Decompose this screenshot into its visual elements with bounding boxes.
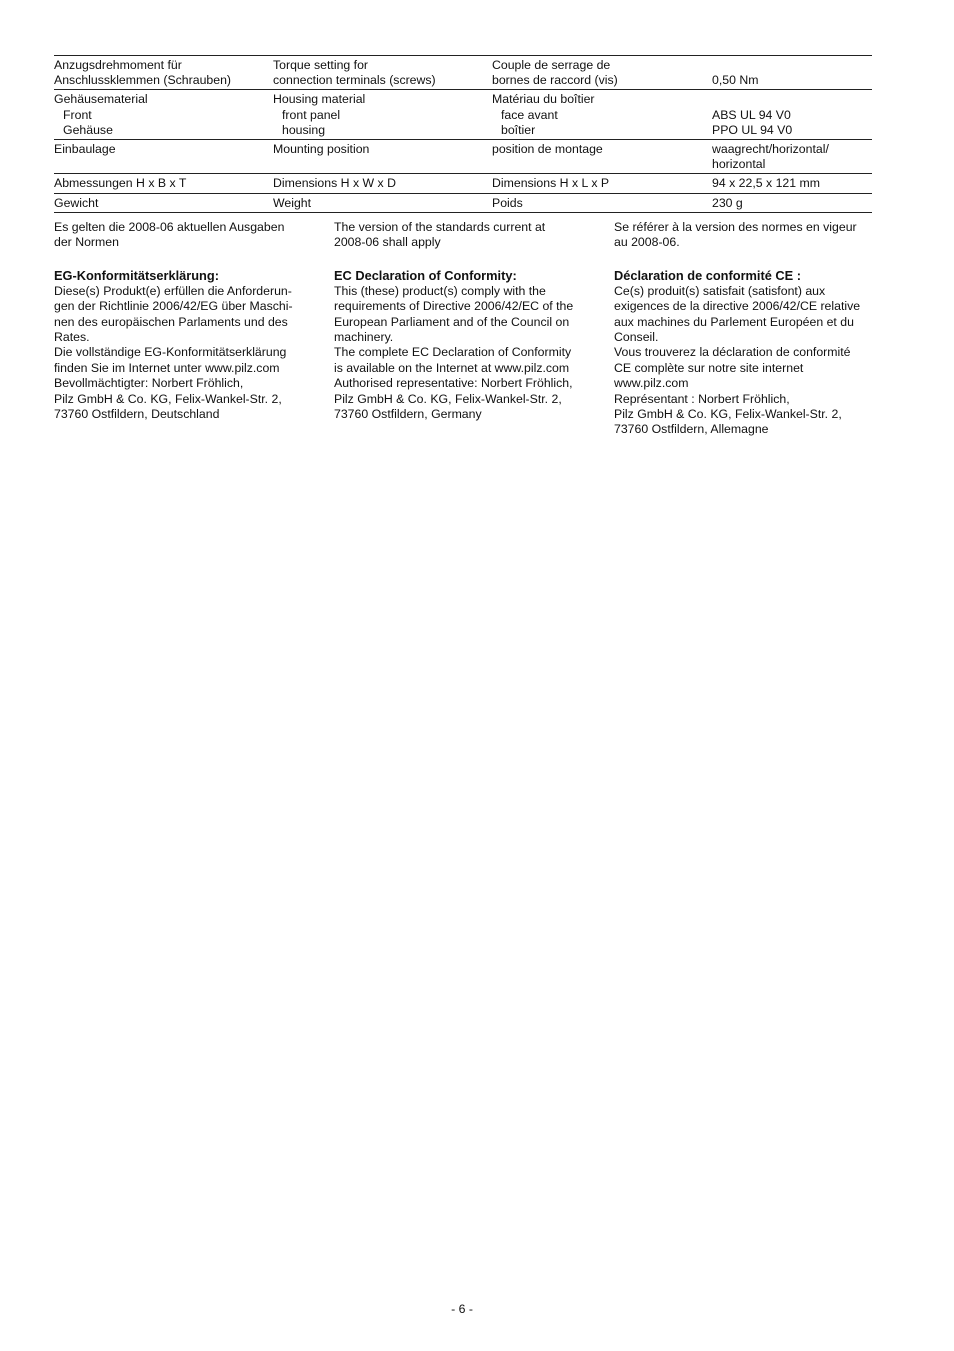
english-column: [334, 220, 592, 422]
cell-line: Front: [63, 107, 92, 122]
technical-data-table: [54, 55, 872, 213]
text-line: Conseil.: [614, 330, 659, 345]
text-line: CE complète sur notre site internet: [614, 360, 804, 375]
standards-note: [54, 220, 312, 251]
cell-line: [712, 92, 872, 107]
cell-line: Mounting position: [273, 142, 370, 157]
text-line: Vous trouverez la déclaration de conformité: [614, 345, 851, 360]
cell-value: [712, 174, 872, 193]
cell-line: bornes de raccord (vis): [492, 73, 618, 88]
cell-line: Dimensions H x W x D: [273, 176, 396, 191]
text-line: Rates.: [54, 330, 90, 345]
cell-line: Anschlussklemmen (Schrauben): [54, 73, 232, 88]
text-line: au 2008-06.: [614, 235, 680, 250]
cell-line: boîtier: [501, 122, 536, 137]
declaration-body: [54, 284, 312, 423]
text-line: requirements of Directive 2006/42/EC of the: [334, 299, 574, 314]
cell-french: [492, 90, 712, 140]
cell-french: [492, 174, 712, 193]
cell-line: waagrecht/horizontal/: [712, 142, 829, 157]
standards-note: [334, 220, 592, 251]
standards-note: [614, 220, 872, 251]
cell-line: Dimensions H x L x P: [492, 176, 610, 191]
text-line: Es gelten die 2008-06 aktuellen Ausgaben: [54, 220, 285, 234]
text-line: Pilz GmbH & Co. KG, Felix-Wankel-Str. 2,: [334, 391, 562, 406]
cell-english: [273, 140, 492, 174]
table-row-weight: [54, 193, 872, 212]
cell-german: [54, 193, 273, 212]
declaration-heading: EG-Konformitätserklärung:: [54, 267, 219, 283]
text-line: finden Sie im Internet unter www.pilz.com: [54, 360, 280, 375]
cell-german: [54, 174, 273, 193]
text-line: 73760 Ostfildern, Deutschland: [54, 407, 220, 422]
text-line: exigences de la directive 2006/42/CE relative: [614, 299, 861, 314]
cell-english: [273, 90, 492, 140]
text-line: www.pilz.com: [614, 376, 689, 391]
cell-line: ABS UL 94 V0: [712, 107, 791, 122]
cell-line: position de montage: [492, 142, 603, 157]
cell-line: front panel: [282, 107, 341, 122]
text-line: nen des europäischen Parlaments und des: [54, 314, 288, 329]
text-line: Se référer à la version des normes en vigeur: [614, 220, 857, 234]
cell-line: housing: [282, 122, 326, 137]
text-line: machinery.: [334, 330, 394, 345]
text-line: is available on the Internet at www.pilz.com: [334, 360, 570, 375]
text-line: Diese(s) Produkt(e) erfüllen die Anforderun-: [54, 283, 292, 298]
text-line: European Parliament and of the Council on: [334, 314, 570, 329]
cell-english: [273, 174, 492, 193]
table-row-torque: [54, 56, 872, 90]
cell-french: [492, 140, 712, 174]
cell-french: [492, 193, 712, 212]
cell-value: [712, 90, 872, 140]
cell-english: [273, 193, 492, 212]
page-number: - 6 -: [451, 1302, 473, 1316]
text-line: Représentant : Norbert Fröhlich,: [614, 391, 790, 406]
text-line: The complete EC Declaration of Conformity: [334, 345, 572, 360]
cell-line: Abmessungen H x B x T: [54, 176, 187, 191]
french-column: [614, 220, 872, 438]
cell-german: [54, 140, 273, 174]
cell-line: horizontal: [712, 157, 766, 172]
text-line: aux machines du Parlement Européen et du: [614, 314, 854, 329]
cell-english: [273, 56, 492, 90]
text-line: der Normen: [54, 235, 119, 250]
declaration-body: [614, 284, 872, 438]
cell-german: [54, 56, 273, 90]
cell-value: [712, 193, 872, 212]
cell-line: Gehäuse: [63, 122, 113, 137]
german-column: [54, 220, 312, 422]
cell-line: Einbaulage: [54, 142, 116, 157]
text-line: 73760 Ostfildern, Germany: [334, 407, 482, 422]
table-row-mounting-position: [54, 140, 872, 174]
cell-french: [492, 56, 712, 90]
text-line: The version of the standards current at: [334, 220, 546, 234]
cell-line: Couple de serrage de: [492, 58, 611, 72]
cell-line: face avant: [501, 107, 558, 122]
cell-value: [712, 140, 872, 174]
declaration-heading: Déclaration de conformité CE :: [614, 267, 802, 283]
cell-line: 230 g: [712, 195, 743, 210]
cell-value: [712, 56, 872, 90]
cell-line: Matériau du boîtier: [492, 92, 595, 107]
declaration-heading: EC Declaration of Conformity:: [334, 267, 517, 283]
cell-line: Torque setting for: [273, 58, 369, 72]
text-line: Pilz GmbH & Co. KG, Felix-Wankel-Str. 2,: [54, 391, 282, 406]
text-line: Pilz GmbH & Co. KG, Felix-Wankel-Str. 2,: [614, 407, 842, 422]
cell-line: Gewicht: [54, 195, 99, 210]
text-line: Authorised representative: Norbert Fröhlich,: [334, 376, 573, 391]
cell-german: [54, 90, 273, 140]
text-line: Bevollmächtigter: Norbert Fröhlich,: [54, 376, 244, 391]
cell-line: Poids: [492, 195, 523, 210]
text-line: gen der Richtlinie 2006/42/EG über Maschi-: [54, 299, 293, 314]
cell-line: Weight: [273, 195, 312, 210]
cell-line: [712, 58, 872, 73]
text-line: Ce(s) produit(s) satisfait (satisfont) aux: [614, 283, 826, 298]
cell-line: Anzugsdrehmoment für: [54, 58, 182, 72]
text-line: Die vollständige EG-Konformitätserklärung: [54, 345, 287, 360]
cell-line: 0,50 Nm: [712, 73, 759, 88]
declaration-body: [334, 284, 592, 423]
table-row-dimensions: [54, 174, 872, 193]
cell-line: Housing material: [273, 92, 366, 107]
text-line: 2008-06 shall apply: [334, 235, 441, 250]
cell-line: Gehäusematerial: [54, 92, 148, 107]
text-line: This (these) product(s) comply with the: [334, 283, 546, 298]
cell-line: connection terminals (screws): [273, 73, 436, 88]
cell-line: 94 x 22,5 x 121 mm: [712, 176, 820, 191]
cell-line: PPO UL 94 V0: [712, 122, 793, 137]
text-line: 73760 Ostfildern, Allemagne: [614, 422, 769, 437]
table-row-housing-material: [54, 90, 872, 140]
